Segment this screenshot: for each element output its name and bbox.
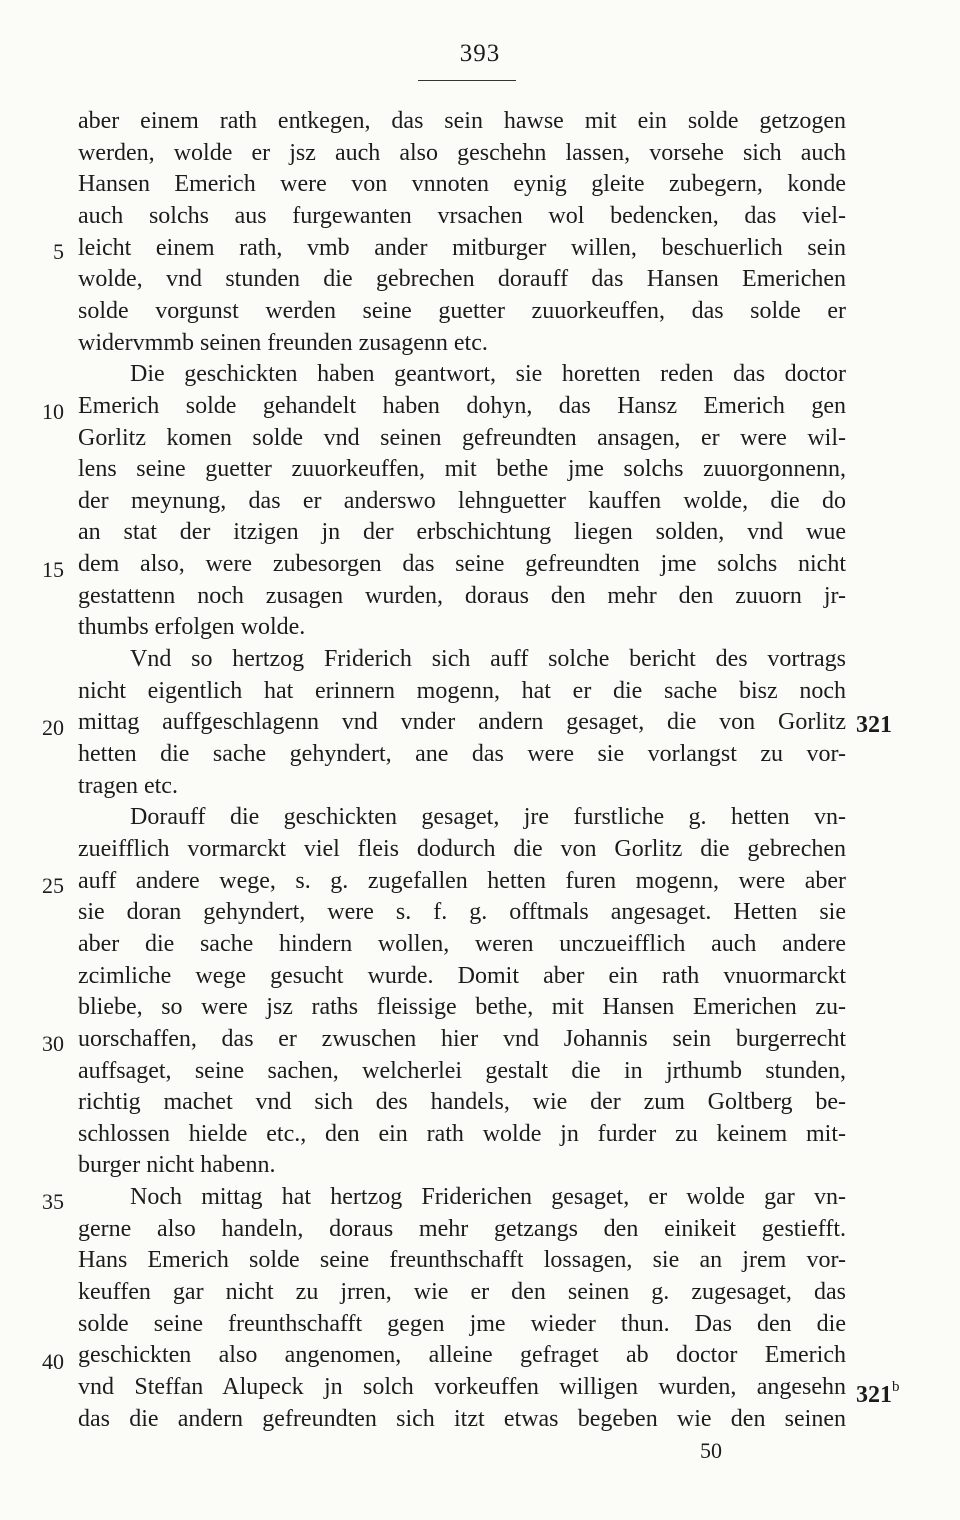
text-line: Emerich solde gehandelt haben dohyn, das Hansz Emerich gen	[78, 393, 846, 419]
text-line: mittag auffgeschlagenn vnd vnder andern gesaget, die von Gorlitz	[78, 709, 846, 735]
text-line: Vnd so hertzog Friderich sich auff solche bericht des vortrags	[130, 646, 846, 672]
line-number-10: 10	[42, 399, 64, 424]
text-line: auffsaget, seine sachen, welcherlei gestalt die in jrthumb stunden,	[78, 1058, 846, 1084]
text-line: bliebe, so were jsz raths fleissige bethe, mit Hansen Emerichen zu-	[78, 994, 846, 1020]
text-line: leicht einem rath, vmb ander mitburger willen, beschuerlich sein	[78, 235, 846, 261]
text-line: burger nicht habenn.	[78, 1152, 276, 1178]
text-line: gerne also handeln, doraus mehr getzangs den einikeit gestiefft.	[78, 1216, 846, 1242]
text-line: schlossen hielde etc., den ein rath wolde jn furder zu keinem mit-	[78, 1121, 846, 1147]
text-line: Noch mittag hat hertzog Friderichen gesaget, er wolde gar vn-	[130, 1184, 846, 1210]
text-line: aber die sache hindern wollen, weren unczueifflich auch andere	[78, 931, 846, 957]
margin-reference-suffix: b	[892, 1379, 900, 1395]
text-line: zcimliche wege gesucht wurde. Domit aber ein rath vnuormarckt	[78, 963, 846, 989]
text-line: gestattenn noch zusagen wurden, doraus den mehr den zuuorn jr-	[78, 583, 846, 609]
margin-reference-321b	[856, 1374, 900, 1408]
text-line: solde vorgunst werden seine guetter zuuorkeuffen, das solde er	[78, 298, 846, 324]
text-line: werden, wolde er jsz auch also geschehn lassen, vorsehe sich auch	[78, 140, 846, 166]
text-line: das die andern gefreundten sich itzt etwas begeben wie den seinen	[78, 1406, 846, 1432]
text-line: vnd Steffan Alupeck jn solch vorkeuffen willigen wurden, angesehn	[78, 1374, 846, 1400]
margin-reference-number: 321	[856, 1382, 892, 1408]
line-number-40: 40	[42, 1349, 64, 1374]
text-line: sie doran gehyndert, were s. f. g. offtmals angesaget. Hetten sie	[78, 899, 846, 925]
margin-reference-number: 321	[856, 712, 892, 738]
text-line: solde seine freunthschafft gegen jme wieder thun. Das den die	[78, 1311, 846, 1337]
text-line: Die geschickten haben geantwort, sie horetten reden das doctor	[130, 361, 846, 387]
line-number-15: 15	[42, 557, 64, 582]
text-line: uorschaffen, das er zwuschen hier vnd Johannis sein burgerrecht	[78, 1026, 846, 1052]
line-number-5: 5	[53, 239, 64, 264]
text-line: zueifflich vormarckt viel fleis dodurch die von Gorlitz die gebrechen	[78, 836, 846, 862]
text-line: hetten die sache gehyndert, ane das were sie vorlangst zu vor-	[78, 741, 846, 767]
page-number: 393	[459, 40, 501, 67]
header-rule	[418, 80, 516, 81]
text-line: widervmmb seinen freunden zusagenn etc.	[78, 330, 488, 356]
text-line: nicht eigentlich hat erinnern mogenn, hat er die sache bisz noch	[78, 678, 846, 704]
text-line: tragen etc.	[78, 773, 178, 799]
text-line: der meynung, das er anderswo lehnguetter kauffen wolde, die do	[78, 488, 846, 514]
text-line: an stat der itzigen jn der erbschichtung liegen solden, vnd wue	[78, 519, 846, 545]
signature-mark: 50	[700, 1438, 722, 1463]
text-line: lens seine guetter zuuorkeuffen, mit bethe jme solchs zuuorgonnenn,	[78, 456, 846, 482]
line-number-25: 25	[42, 873, 64, 898]
line-number-30: 30	[42, 1031, 64, 1056]
line-number-20: 20	[42, 715, 64, 740]
text-line: Hansen Emerich were von vnnoten eynig gleite zubegern, konde	[78, 171, 846, 197]
text-line: Dorauff die geschickten gesaget, jre furstliche g. hetten vn-	[130, 804, 846, 830]
text-line: thumbs erfolgen wolde.	[78, 614, 306, 640]
text-line: Gorlitz komen solde vnd seinen gefreundten ansagen, er were wil-	[78, 425, 846, 451]
text-line: keuffen gar nicht zu jrren, wie er den seinen g. zugesaget, das	[78, 1279, 846, 1305]
text-line: aber einem rath entkegen, das sein hawse mit ein solde getzogen	[78, 108, 846, 134]
text-line: richtig machet vnd sich des handels, wie der zum Goltberg be-	[78, 1089, 846, 1115]
text-line: Hans Emerich solde seine freunthschafft lossagen, sie an jrem vor-	[78, 1247, 846, 1273]
text-line: wolde, vnd stunden die gebrechen dorauff das Hansen Emerichen	[78, 266, 846, 292]
margin-reference-321	[856, 710, 892, 741]
line-number-35: 35	[42, 1189, 64, 1214]
text-line: auff andere wege, s. g. zugefallen hetten furen mogenn, were aber	[78, 868, 846, 894]
text-line: auch solchs aus furgewanten vrsachen wol bedencken, das viel-	[78, 203, 846, 229]
text-line: dem also, were zubesorgen das seine gefreundten jme solchs nicht	[78, 551, 846, 577]
text-line: geschickten also angenomen, alleine gefraget ab doctor Emerich	[78, 1342, 846, 1368]
